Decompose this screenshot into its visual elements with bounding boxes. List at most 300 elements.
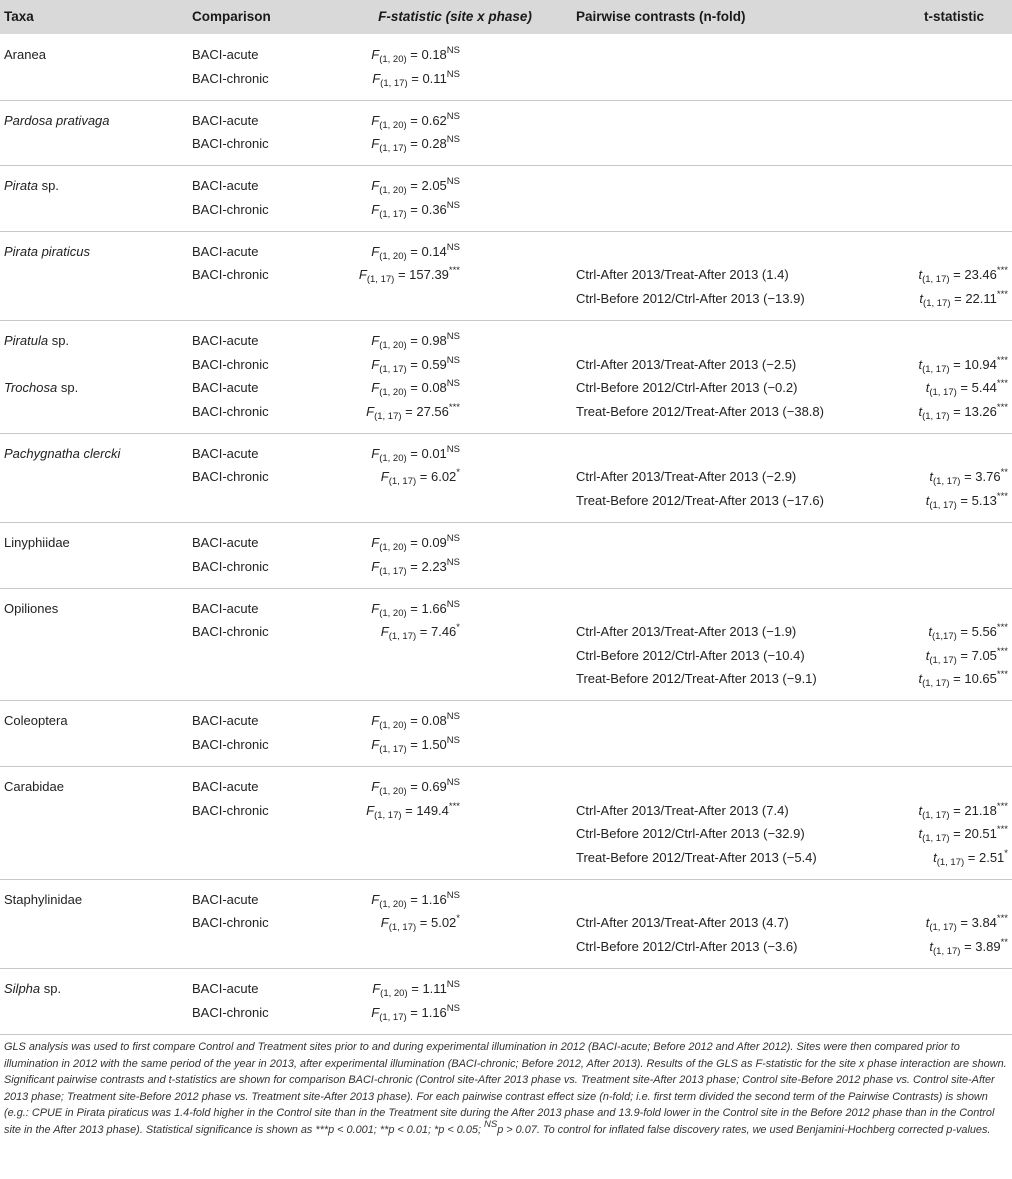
comparison-text: BACI-acute — [192, 600, 259, 616]
f-value: = 6.02 — [416, 469, 457, 485]
t-df: (1, 17) — [922, 678, 950, 690]
f-df: (1, 17) — [374, 809, 402, 821]
f-df: (1, 17) — [379, 1011, 407, 1023]
pairwise-contrast — [576, 469, 796, 485]
taxa-genus: Trochosa — [4, 380, 58, 396]
f-df: (1, 20) — [379, 185, 407, 197]
f-df: (1, 17) — [366, 274, 395, 286]
f-symbol: F — [371, 1004, 380, 1020]
f-significance: NS — [446, 735, 460, 746]
t-statistic-cell — [860, 669, 1008, 690]
f-df: (1, 17) — [379, 744, 407, 755]
t-df: (1, 17) — [929, 387, 957, 399]
f-significance: NS — [446, 331, 460, 342]
pairwise-contrast — [576, 267, 789, 283]
f-value: = 1.50 — [406, 737, 447, 752]
taxa-label — [4, 113, 110, 129]
comparison-cell — [192, 333, 258, 349]
row-divider — [0, 968, 1012, 969]
comparison-cell — [192, 404, 269, 420]
f-statistic-cell — [310, 68, 460, 89]
pairwise-contrast — [576, 404, 824, 420]
f-value: = 0.09 — [406, 535, 447, 550]
taxa-label — [4, 244, 90, 260]
row-divider — [0, 100, 1012, 101]
f-value: = 0.14 — [406, 243, 447, 259]
comparison-text: BACI-acute — [192, 112, 259, 128]
f-value: = 0.98 — [406, 333, 447, 348]
f-symbol: F — [371, 891, 380, 907]
f-value: = 1.66 — [406, 600, 447, 616]
t-value: = 10.65 — [949, 671, 997, 687]
t-significance: *** — [996, 354, 1008, 366]
t-statistic-cell — [860, 824, 1008, 845]
comparison-text: BACI-chronic — [192, 737, 269, 752]
pairwise-contrast — [576, 357, 796, 373]
pairwise-text: Ctrl-After 2013/Treat-After 2013 (−2.9) — [576, 469, 797, 485]
pairwise-text: Treat-Before 2012/Treat-After 2013 (−17.6) — [576, 493, 824, 508]
f-significance: NS — [446, 354, 460, 366]
t-symbol: t — [925, 380, 930, 396]
f-significance: *** — [448, 401, 460, 413]
pairwise-text: Ctrl-Before 2012/Ctrl-After 2013 (−3.6) — [576, 939, 798, 954]
f-significance: NS — [446, 777, 460, 788]
f-statistic-cell — [310, 199, 460, 220]
t-df: (1, 17) — [933, 476, 961, 488]
t-value: = 20.51 — [949, 826, 997, 842]
pairwise-text: Treat-Before 2012/Treat-After 2013 (−38.8) — [576, 403, 824, 419]
f-significance: NS — [446, 134, 460, 146]
f-df: (1, 17) — [388, 476, 417, 488]
comparison-text: BACI-acute — [192, 47, 259, 62]
comparison-cell — [192, 779, 258, 795]
f-significance: NS — [446, 378, 460, 390]
pairwise-contrast — [576, 291, 805, 307]
f-value: = 0.11 — [407, 70, 447, 86]
taxa-genus: Pirata — [4, 178, 38, 194]
taxa-label: Pirata sp. — [4, 178, 59, 194]
taxa-label — [4, 892, 82, 908]
f-symbol: F — [371, 201, 380, 217]
t-significance: *** — [996, 289, 1008, 300]
f-statistic-cell — [310, 176, 460, 197]
t-statistic-cell — [860, 401, 1008, 422]
t-symbol: t — [933, 849, 937, 865]
f-value: = 157.39 — [394, 267, 449, 283]
pairwise-contrast — [576, 915, 789, 931]
comparison-cell — [192, 981, 258, 997]
t-value: = 3.84 — [956, 915, 997, 931]
t-statistic-cell — [860, 493, 1008, 509]
pairwise-text: Ctrl-After 2013/Treat-After 2013 (−2.5) — [576, 356, 797, 372]
f-significance: NS — [446, 598, 460, 610]
f-statistic-cell — [310, 737, 460, 753]
taxa-name: Pirata piraticus — [4, 243, 90, 259]
pairwise-contrast — [576, 826, 805, 842]
comparison-cell — [192, 915, 269, 931]
t-statistic-cell — [860, 847, 1008, 868]
pairwise-text: Ctrl-Before 2012/Ctrl-After 2013 (−13.9) — [576, 291, 805, 306]
row-divider — [0, 879, 1012, 880]
t-significance: *** — [996, 622, 1008, 634]
f-df: (1, 20) — [379, 898, 407, 910]
comparison-text: BACI-chronic — [192, 403, 269, 419]
f-statistic-cell — [310, 47, 460, 63]
f-symbol: F — [371, 535, 380, 550]
pairwise-contrast — [576, 803, 789, 819]
comparison-cell — [192, 267, 269, 283]
t-value: = 7.05 — [956, 647, 997, 663]
header-f-statistic-text: F-statistic (site x phase) — [378, 9, 532, 24]
f-symbol: F — [371, 713, 380, 729]
f-df: (1, 17) — [374, 410, 402, 422]
taxa-label — [4, 713, 68, 729]
f-symbol: F — [372, 981, 381, 996]
t-value: = 22.11 — [950, 291, 997, 306]
comparison-text: BACI-acute — [192, 333, 259, 348]
t-significance: *** — [996, 401, 1008, 413]
f-significance: *** — [448, 265, 460, 277]
comparison-cell — [192, 892, 258, 908]
row-divider — [0, 522, 1012, 523]
t-symbol: t — [925, 493, 930, 508]
t-symbol: t — [928, 624, 932, 640]
comparison-text: BACI-chronic — [192, 201, 269, 217]
pairwise-text: Ctrl-Before 2012/Ctrl-After 2013 (−0.2) — [576, 380, 798, 396]
comparison-text: BACI-acute — [192, 891, 259, 907]
f-statistic-cell — [310, 981, 460, 997]
comparison-text: BACI-chronic — [192, 356, 269, 372]
f-statistic-cell — [310, 378, 460, 399]
t-symbol: t — [925, 915, 930, 931]
taxa-label — [4, 601, 58, 617]
header-f-statistic — [325, 9, 585, 24]
f-significance: NS — [446, 199, 460, 211]
t-symbol: t — [918, 356, 923, 372]
comparison-text: BACI-chronic — [192, 802, 269, 818]
f-value: = 0.36 — [406, 201, 447, 217]
pairwise-text: Treat-Before 2012/Treat-After 2013 (−5.4) — [576, 849, 817, 865]
f-significance: NS — [446, 68, 460, 80]
row-divider — [0, 766, 1012, 767]
taxa-name: Coleoptera — [4, 713, 68, 729]
pairwise-text: Ctrl-After 2013/Treat-After 2013 (7.4) — [576, 802, 789, 818]
comparison-cell — [192, 357, 269, 373]
t-df: (1,17) — [931, 631, 957, 643]
f-statistic-cell — [310, 333, 460, 349]
comparison-text: BACI-acute — [192, 243, 259, 259]
f-value: = 0.69 — [406, 779, 447, 794]
t-significance: *** — [996, 800, 1008, 812]
f-symbol: F — [371, 558, 380, 574]
comparison-text: BACI-chronic — [192, 267, 269, 283]
f-df: (1, 20) — [379, 54, 407, 65]
f-symbol: F — [371, 737, 380, 752]
f-statistic-cell — [310, 598, 460, 619]
caption-ns-sup: NS — [484, 1118, 498, 1130]
t-symbol: t — [929, 939, 933, 954]
table-caption — [4, 1039, 1008, 1139]
f-symbol: F — [371, 178, 380, 194]
pairwise-contrast — [576, 648, 805, 664]
t-symbol: t — [918, 267, 923, 283]
f-value: = 5.02 — [416, 915, 457, 931]
f-symbol: F — [380, 469, 389, 485]
f-df: (1, 17) — [380, 77, 408, 89]
t-significance: *** — [996, 913, 1008, 925]
t-value: = 23.46 — [949, 267, 997, 283]
t-significance: * — [1004, 847, 1008, 859]
comparison-text: BACI-chronic — [192, 469, 269, 485]
t-symbol: t — [918, 671, 923, 687]
taxa-label — [4, 47, 46, 63]
f-symbol: F — [372, 70, 381, 86]
f-value: = 0.08 — [406, 713, 447, 729]
t-value: = 3.76 — [960, 469, 1001, 485]
f-value: = 0.28 — [406, 136, 447, 152]
f-statistic-cell — [310, 800, 460, 821]
f-symbol: F — [371, 600, 380, 616]
f-symbol: F — [366, 403, 375, 419]
pairwise-text: Ctrl-After 2013/Treat-After 2013 (−1.9) — [576, 624, 797, 640]
t-df: (1, 17) — [922, 363, 950, 375]
f-value: = 1.16 — [406, 1004, 447, 1020]
f-symbol: F — [371, 380, 380, 396]
f-significance: NS — [446, 1002, 460, 1014]
taxa-label: Piratula sp. — [4, 333, 70, 348]
f-statistic-cell — [310, 779, 460, 795]
f-significance: NS — [446, 443, 460, 455]
t-statistic-cell — [860, 378, 1008, 399]
t-value: = 2.51 — [964, 849, 1005, 865]
comparison-cell — [192, 624, 269, 640]
t-df: (1, 17) — [922, 274, 950, 286]
comparison-text: BACI-chronic — [192, 915, 269, 931]
pairwise-contrast — [576, 939, 797, 955]
f-statistic-cell — [310, 134, 460, 155]
comparison-cell — [192, 535, 258, 551]
taxa-label: Trochosa sp. — [4, 380, 79, 396]
comparison-text: BACI-acute — [192, 713, 259, 729]
f-df: (1, 17) — [379, 208, 407, 220]
pairwise-contrast — [576, 624, 796, 640]
caption-significance: ***p < 0.001; **p < 0.01; *p < 0.05; — [315, 1123, 481, 1136]
caption-ns-text: p > 0.07. To control for inflated false discovery rates, we used Benjamini-Hochberg corrected p-values. — [497, 1123, 991, 1136]
f-symbol: F — [371, 779, 380, 794]
f-value: = 0.08 — [406, 380, 447, 396]
f-value: = 7.46 — [416, 624, 457, 640]
f-statistic-cell — [310, 913, 460, 934]
pairwise-contrast — [576, 380, 797, 396]
t-statistic-cell — [860, 291, 1008, 307]
t-df: (1, 17) — [929, 654, 957, 666]
taxa-label — [4, 779, 64, 795]
f-symbol: F — [380, 624, 389, 640]
comparison-text: BACI-chronic — [192, 136, 269, 152]
f-significance: * — [456, 622, 460, 634]
f-symbol: F — [358, 267, 367, 283]
taxa-name: Opiliones — [4, 600, 59, 616]
caption-text: GLS analysis was used to first compare Control and Treatment sites prior to and during experimental illumination in 2012 (BACI-acute; Before 2012 and After 2012). Sites were then compared prior to illumination in 2012 with the same period of the year in 2013, after experimental illumination (BACI-chronic; Before 2012, After 2013). Results of the GLS as F-statistic for the site x phase interaction are shown. Significant pairwise contrasts and t-statistics are shown for comparison BACI-chronic (Control site-After 2013 phase vs. Treatment site-After 2013 phase; Control site-Before 2012 phase vs. Control site-After 2013 phase; Treatment site-Before 2012 phase vs. Treatment site-After 2013 phase). For each pairwise contrast effect size (n-fold; i.e. first term divided the second term of the Pairwise Contrasts) is shown (e.g.: CPUE in Pirata piraticus was 1.4-fold higher in the Control site than in the Treatment site during the After 2013 phase and 13.9-fold lower in the Control site in the Before 2012 phase than in the Control site in the After 2013 phase). Statistical significance is shown as — [4, 1041, 1007, 1136]
t-significance: *** — [996, 669, 1008, 681]
comparison-cell — [192, 737, 269, 753]
taxa-genus: Piratula — [4, 333, 49, 348]
pairwise-contrast — [576, 850, 817, 866]
t-statistic-cell — [860, 800, 1008, 821]
comparison-text: BACI-acute — [192, 779, 259, 794]
taxa-label — [4, 446, 120, 462]
t-symbol: t — [918, 403, 923, 419]
t-statistic-cell — [860, 622, 1008, 643]
t-value: = 5.56 — [956, 624, 997, 640]
comparison-text: BACI-chronic — [192, 70, 269, 86]
f-statistic-cell — [310, 622, 460, 643]
header-taxa: Taxa — [4, 9, 34, 24]
t-statistic-cell — [860, 913, 1008, 934]
t-symbol: t — [925, 647, 930, 663]
f-symbol: F — [366, 802, 375, 818]
t-df: (1, 17) — [923, 298, 951, 309]
comparison-text: BACI-acute — [192, 981, 259, 996]
f-significance: NS — [446, 45, 460, 56]
comparison-cell — [192, 803, 269, 819]
comparison-text: BACI-chronic — [192, 558, 269, 574]
comparison-cell — [192, 469, 269, 485]
t-value: = 5.13 — [956, 493, 997, 508]
comparison-text: BACI-chronic — [192, 624, 269, 640]
pairwise-text: Ctrl-Before 2012/Ctrl-After 2013 (−32.9) — [576, 826, 805, 842]
t-significance: *** — [996, 378, 1008, 390]
header-comparison: Comparison — [192, 9, 271, 24]
f-value: = 0.18 — [406, 47, 447, 62]
f-significance: * — [456, 467, 460, 479]
f-df: (1, 20) — [379, 607, 407, 619]
comparison-cell — [192, 559, 269, 575]
t-significance: *** — [996, 645, 1008, 657]
t-statistic-cell — [860, 939, 1008, 955]
f-value: = 149.4 — [401, 802, 449, 818]
pairwise-contrast — [576, 671, 817, 687]
comparison-cell — [192, 713, 258, 729]
row-divider — [0, 700, 1012, 701]
t-symbol: t — [918, 802, 923, 818]
header-t-statistic: t-statistic — [923, 9, 984, 24]
f-statistic-cell — [310, 711, 460, 732]
table-header — [0, 0, 1012, 34]
t-df: (1, 17) — [929, 922, 957, 934]
taxa-label: Silpha sp. — [4, 981, 62, 996]
f-statistic-cell — [310, 1002, 460, 1023]
f-statistic-cell — [310, 535, 460, 551]
row-divider — [0, 231, 1012, 232]
f-value: = 1.16 — [406, 891, 447, 907]
pairwise-text: Ctrl-Before 2012/Ctrl-After 2013 (−10.4) — [576, 647, 805, 663]
f-statistic-cell — [310, 265, 460, 286]
t-df: (1, 17) — [933, 946, 961, 957]
f-df: (1, 20) — [379, 119, 407, 131]
f-statistic-cell — [310, 889, 460, 910]
f-value: = 1.11 — [407, 981, 447, 996]
f-value: = 0.01 — [406, 445, 447, 461]
t-value: = 21.18 — [949, 802, 997, 818]
header-pairwise: Pairwise contrasts (n-fold) — [576, 9, 746, 24]
taxa-label — [4, 535, 70, 551]
t-symbol: t — [918, 826, 923, 842]
f-df: (1, 20) — [380, 988, 408, 999]
f-df: (1, 17) — [379, 363, 407, 375]
f-value: = 27.56 — [401, 403, 449, 419]
t-df: (1, 17) — [922, 809, 950, 821]
f-statistic-cell — [310, 556, 460, 577]
f-significance: NS — [446, 241, 460, 253]
f-symbol: F — [380, 915, 389, 931]
pairwise-contrast — [576, 493, 824, 509]
f-df: (1, 20) — [379, 542, 407, 553]
f-significance: NS — [446, 711, 460, 723]
comparison-cell — [192, 113, 258, 129]
taxa-name: Linyphiidae — [4, 535, 70, 550]
f-symbol: F — [371, 136, 380, 152]
t-df: (1, 17) — [922, 410, 950, 422]
t-statistic-cell — [860, 354, 1008, 375]
pairwise-text: Ctrl-After 2013/Treat-After 2013 (1.4) — [576, 267, 789, 283]
comparison-cell — [192, 47, 258, 63]
t-significance: *** — [996, 824, 1008, 836]
f-symbol: F — [371, 333, 380, 348]
f-statistic-cell — [310, 401, 460, 422]
t-df: (1, 17) — [929, 500, 957, 511]
f-statistic-cell — [310, 443, 460, 464]
t-significance: *** — [996, 491, 1008, 502]
row-divider — [0, 320, 1012, 321]
comparison-text: BACI-acute — [192, 380, 259, 396]
comparison-cell — [192, 1005, 269, 1021]
comparison-cell — [192, 244, 258, 260]
f-df: (1, 17) — [379, 143, 407, 155]
comparison-cell — [192, 136, 269, 152]
comparison-cell — [192, 446, 258, 462]
t-significance: *** — [996, 265, 1008, 277]
f-symbol: F — [371, 356, 380, 372]
f-df: (1, 20) — [379, 250, 407, 262]
pairwise-text: Ctrl-After 2013/Treat-After 2013 (4.7) — [576, 915, 789, 931]
f-significance: NS — [446, 533, 460, 544]
taxa-name: Pachygnatha clercki — [4, 445, 121, 461]
comparison-text: BACI-acute — [192, 445, 259, 461]
comparison-cell — [192, 380, 258, 396]
f-significance: NS — [446, 176, 460, 188]
f-df: (1, 20) — [379, 387, 407, 399]
row-divider — [0, 165, 1012, 166]
taxa-name: Carabidae — [4, 779, 64, 794]
t-value: = 13.26 — [949, 403, 997, 419]
f-symbol: F — [371, 445, 380, 461]
comparison-cell — [192, 71, 269, 87]
t-value: = 3.89 — [960, 939, 1001, 954]
row-divider — [0, 433, 1012, 434]
f-significance: NS — [446, 110, 460, 122]
comparison-text: BACI-chronic — [192, 1004, 269, 1020]
t-symbol: t — [929, 469, 933, 485]
t-df: (1, 17) — [936, 856, 965, 868]
t-value: = 10.94 — [949, 356, 997, 372]
taxa-genus: Silpha — [4, 981, 41, 996]
f-symbol: F — [371, 112, 380, 128]
f-value: = 0.59 — [406, 356, 447, 372]
comparison-cell — [192, 601, 258, 617]
comparison-cell — [192, 178, 258, 194]
f-statistic-cell — [310, 241, 460, 262]
